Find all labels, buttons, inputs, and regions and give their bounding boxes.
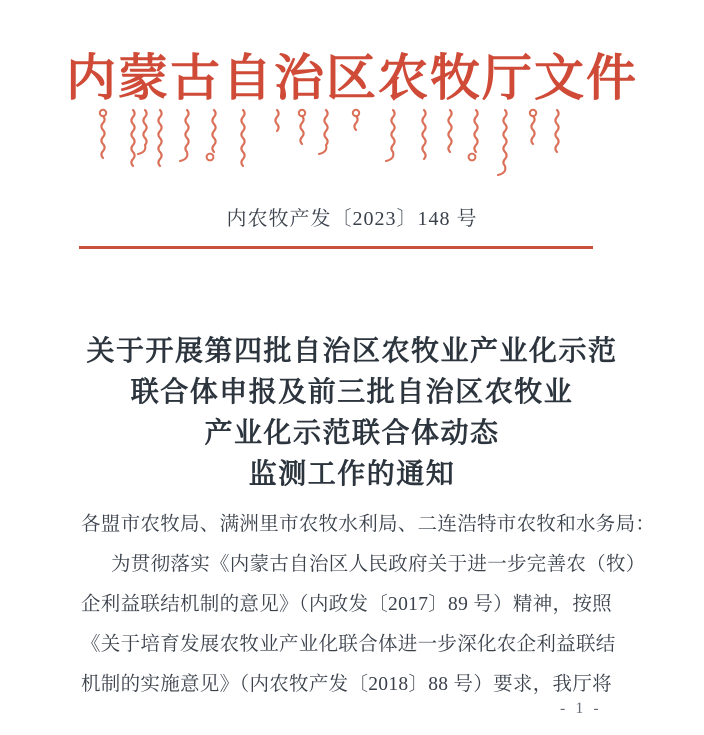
paragraph-line: 企利益联结机制的意见》（内政发〔2017〕89 号）精神，按照 — [81, 594, 612, 615]
red-letterhead-title: 内蒙古自治区农牧厅文件 — [66, 50, 638, 106]
page-number: - 1 - — [560, 700, 602, 717]
document-title — [0, 331, 704, 495]
paragraph-line: 《关于培育发展农牧业产业化联合体进一步深化农企利益联结 — [81, 634, 616, 655]
red-divider-rule — [79, 246, 593, 249]
paragraph-line: 为贯彻落实《内蒙古自治区人民政府关于进一步完善农（牧） — [111, 554, 646, 575]
document-title-line: 关于开展第四批自治区农牧业产业化示范 — [86, 336, 618, 367]
paragraph-line: 机制的实施意见》（内农牧产发〔2018〕88 号）要求，我厅将 — [81, 674, 612, 695]
document-title-line: 联合体申报及前三批自治区农牧业 — [130, 377, 574, 408]
mongolian-script-decoration — [0, 106, 704, 184]
salutation-line: 各盟市农牧局、满洲里市农牧水利局、二连浩特市农牧和水务局： — [81, 514, 656, 535]
document-body — [81, 505, 655, 705]
document-title-line: 监测工作的通知 — [248, 459, 456, 490]
document-reference-number: 内农牧产发〔2023〕148 号 — [226, 208, 478, 230]
document-title-line: 产业化示范联合体动态 — [204, 418, 500, 449]
